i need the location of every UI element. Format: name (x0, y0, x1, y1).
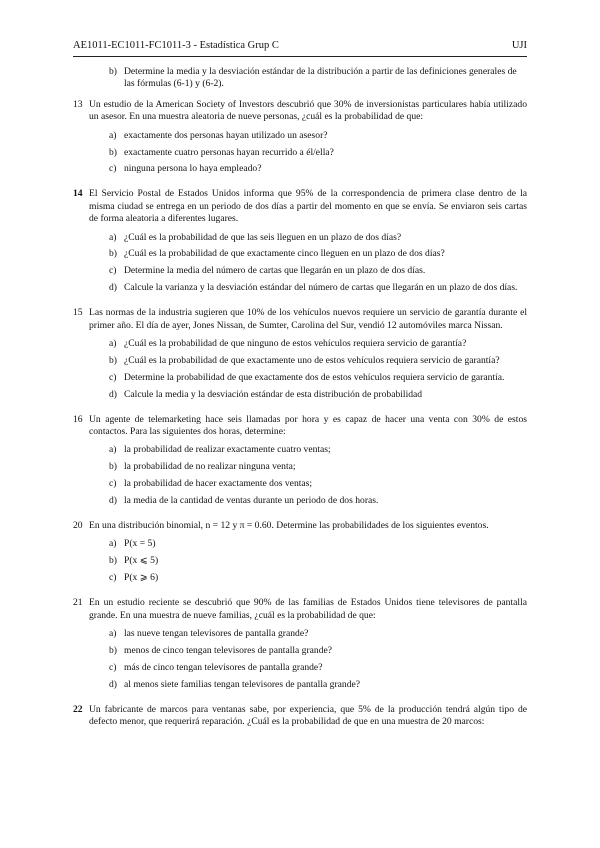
item-label: a) (109, 628, 117, 639)
problem-20 (73, 520, 527, 589)
item-text: P(x ⩽ 5) (124, 555, 159, 567)
problem-21 (73, 597, 527, 695)
item-label: c) (109, 265, 117, 277)
problem-number: 21 (73, 597, 83, 609)
item-text: P(x ⩾ 6) (124, 572, 159, 584)
problem-number: 13 (73, 98, 83, 110)
problem-body (89, 520, 527, 589)
item-label: d) (109, 678, 117, 690)
problem-body (89, 414, 527, 512)
list-item (109, 355, 527, 367)
item-label: c) (109, 163, 117, 175)
list-item (109, 232, 527, 244)
item-list (109, 538, 527, 584)
list-item (109, 389, 527, 401)
header-rule (73, 56, 527, 57)
problem-22 (73, 704, 527, 729)
list-item (109, 628, 527, 640)
problem-16 (73, 414, 527, 512)
problem-number: 16 (73, 413, 83, 425)
item-label: a) (109, 129, 117, 141)
item-text: la probabilidad de no realizar ninguna venta; (124, 461, 296, 473)
problem-body (89, 307, 527, 405)
problem-15 (73, 307, 527, 405)
list-item (109, 248, 527, 260)
list-item (109, 338, 527, 350)
problem-number: 14 (73, 188, 83, 200)
item-text: exactamente cuatro personas hayan recurrido a él/ella? (124, 146, 334, 158)
item-list (109, 444, 527, 507)
list-item (109, 265, 527, 277)
problem-number: 20 (73, 520, 83, 532)
item-text: ¿Cuál es la probabilidad de que exactamente uno de estos vehículos requiera servicio de garantía? (124, 354, 500, 366)
item-label: a) (109, 338, 117, 349)
item-list (109, 232, 527, 295)
item-label: b) (109, 644, 117, 656)
item-list (109, 338, 527, 401)
list-item (109, 130, 527, 142)
problem-body (89, 188, 527, 299)
item-label: a) (109, 444, 117, 456)
problem-statement: Un fabricante de marcos para ventanas sabe, por experiencia, que 5% de la producción tendrá algún tipo de defecto menor, que requerirá reparación. ¿Cuál es la probabilidad de que en una muestra de 20 marcos: (89, 703, 527, 728)
list-item (109, 147, 527, 159)
item-text: la probabilidad de realizar exactamente cuatro ventas; (124, 444, 331, 456)
item-label: c) (109, 661, 117, 673)
problem-14 (73, 188, 527, 299)
problem-body (89, 704, 527, 729)
problem-number: 22 (73, 703, 83, 715)
list-item (109, 163, 527, 175)
problem-number: 15 (73, 307, 83, 319)
problem-13 (73, 99, 527, 181)
item-text: Determine la probabilidad de que exactamente dos de estos vehículos requiera servicio de garantía. (124, 371, 505, 383)
item-text: ¿Cuál es la probabilidad de que las seis lleguen en un plazo de dos días? (124, 231, 402, 243)
item-text: la media de la cantidad de ventas durante un periodo de dos horas. (124, 495, 379, 507)
item-label: b) (109, 146, 117, 158)
list-item (109, 679, 527, 691)
item-text: menos de cinco tengan televisores de pantalla grande? (124, 644, 333, 656)
item-label: c) (109, 572, 117, 584)
item-label: b) (109, 555, 117, 567)
item-list (109, 628, 527, 691)
list-item (109, 662, 527, 674)
item-list (109, 130, 527, 176)
item-label: d) (109, 388, 117, 400)
course-title: AE1011-EC1011-FC1011-3 - Estadística Grup C (73, 40, 279, 51)
list-item (109, 645, 527, 657)
list-item (109, 444, 527, 456)
page-header (73, 40, 527, 51)
item-text: ¿Cuál es la probabilidad de que exactamente cinco lleguen en un plazo de dos días? (124, 248, 445, 260)
item-text: al menos siete familias tengan televisores de pantalla grande? (124, 678, 361, 690)
item-label: b) (109, 66, 117, 77)
item-text: Determine la media y la desviación estándar de la distribución a partir de las definiciones generales de las fórmulas (6-1) y (6-2). (124, 66, 517, 90)
list-item (109, 478, 527, 490)
item-text: ¿Cuál es la probabilidad de que ninguno de estos vehículos requiera servicio de garantía? (124, 338, 467, 349)
item-text: P(x = 5) (124, 538, 156, 550)
item-label: b) (109, 461, 117, 473)
list-item (109, 538, 527, 550)
item-text: exactamente dos personas hayan utilizado un asesor? (124, 129, 328, 141)
item-text: ninguna persona lo haya empleado? (124, 163, 262, 175)
item-text: las nueve tengan televisores de pantalla grande? (124, 628, 309, 639)
item-text: Determine la media del número de cartas que llegarán en un plazo de dos días. (124, 265, 426, 277)
item-label: a) (109, 538, 117, 550)
list-item (109, 372, 527, 384)
problem-statement: En un estudio reciente se descubrió que 90% de las familias de Estados Unidos tiene televisores de pantalla grande. En una muestra de nueve familias, ¿cuál es la probabilidad de que: (89, 597, 527, 621)
item-text: Calcule la varianza y la desviación estándar del número de cartas que llegarán en un plazo de dos días. (124, 282, 518, 294)
list-item (109, 495, 527, 507)
continuation-item (109, 66, 527, 91)
item-label: d) (109, 282, 117, 294)
list-item (109, 282, 527, 294)
problem-body (89, 597, 527, 695)
item-label: b) (109, 248, 117, 260)
list-item (109, 572, 527, 584)
item-label: c) (109, 478, 117, 490)
institution: UJI (511, 40, 527, 51)
item-text: la probabilidad de hacer exactamente dos ventas; (124, 478, 313, 490)
problem-statement: En una distribución binomial, n = 12 y π = 0.60. Determine las probabilidades de los siguientes eventos. (89, 520, 489, 532)
item-label: b) (109, 354, 117, 366)
problem-statement: Un estudio de la American Society of Investors descubrió que 30% de inversionistas particulares había utilizado un asesor. En una muestra aleatoria de nueve personas, ¿cuál es la probabilidad de que: (89, 98, 527, 123)
problem-statement: El Servicio Postal de Estados Unidos informa que 95% de la correspondencia de primera clase dentro de la misma ciudad se entrega en un periodo de dos días a partir del momento en que se envía. Se enviaron seis cartas de forma aleatoria a diferentes lugares. (89, 188, 527, 225)
document-body (73, 66, 527, 728)
problem-body (89, 99, 527, 181)
item-label: a) (109, 231, 117, 243)
list-item (109, 555, 527, 567)
item-text: Calcule la media y la desviación estándar de esta distribución de probabilidad (124, 388, 423, 400)
list-item (109, 461, 527, 473)
problem-list (73, 99, 527, 729)
problem-statement: Un agente de telemarketing hace seis llamadas por hora y es capaz de hacer una venta con 30% de estos contactos. Para las siguientes dos horas, determine: (89, 413, 527, 438)
problem-statement: Las normas de la industria sugieren que 10% de los vehículos nuevos requiere un servicio de garantía durante el primer año. El día de ayer, Jones Nissan, de Sumter, Carolina del Sur, vendió 12 automóviles marca Nissan. (89, 307, 527, 331)
item-text: más de cinco tengan televisores de pantalla grande? (124, 661, 323, 673)
item-label: c) (109, 371, 117, 383)
item-label: d) (109, 495, 117, 507)
